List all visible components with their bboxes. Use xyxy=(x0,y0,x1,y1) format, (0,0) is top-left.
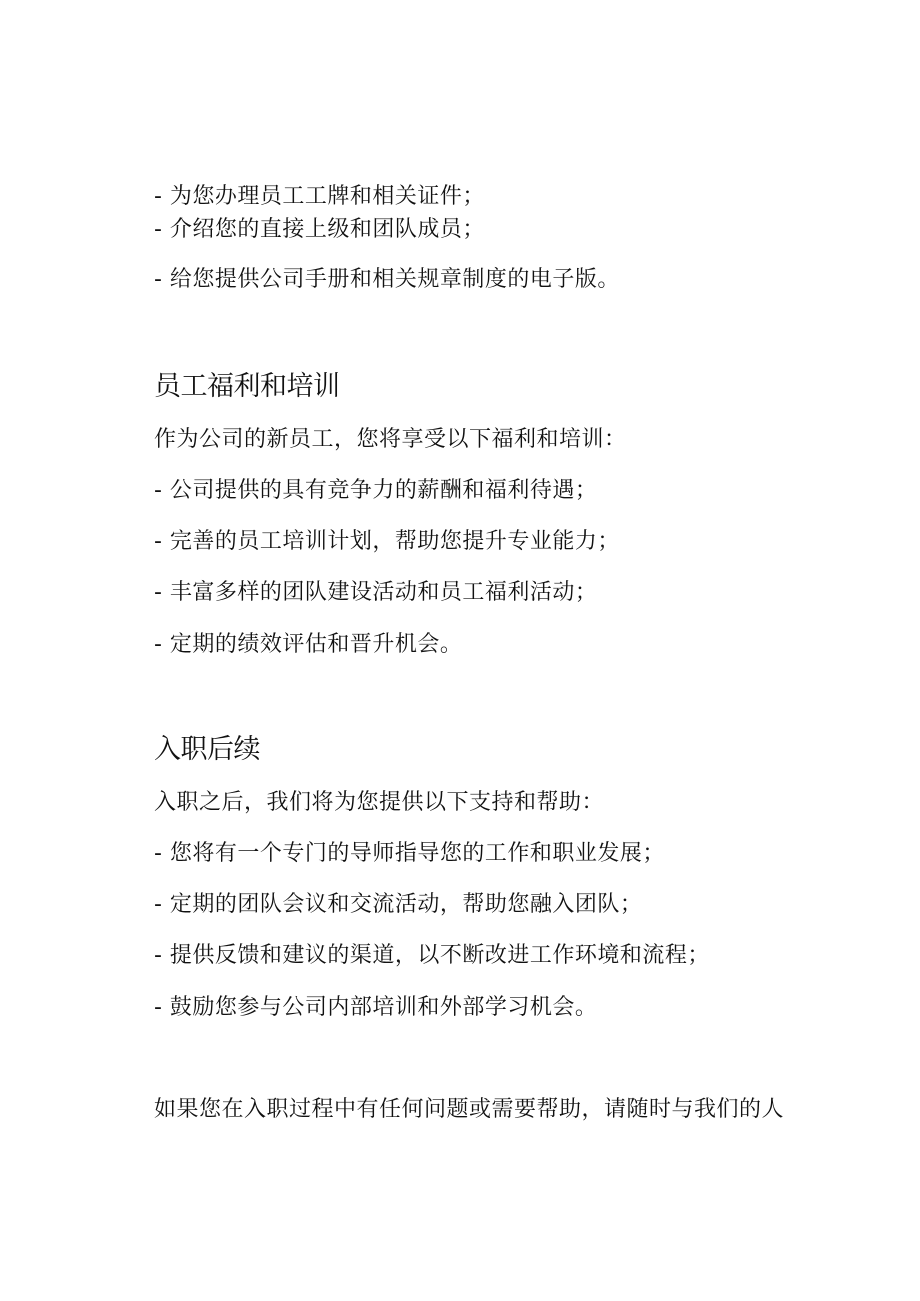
list-item: - 提供反馈和建议的渠道，以不断改进工作环境和流程； xyxy=(154,943,710,968)
list-item: - 公司提供的具有竞争力的薪酬和福利待遇； xyxy=(154,478,598,503)
list-item: - 介绍您的直接上级和团队成员； xyxy=(154,217,485,242)
section-heading-followup: 入职后续 xyxy=(154,734,260,765)
list-item: - 鼓励您参与公司内部培训和外部学习机会。 xyxy=(154,995,598,1020)
section-intro: 作为公司的新员工，您将享受以下福利和培训： xyxy=(154,427,627,452)
section-intro: 入职之后，我们将为您提供以下支持和帮助： xyxy=(154,790,605,815)
list-item: - 定期的团队会议和交流活动，帮助您融入团队； xyxy=(154,892,643,917)
list-item: - 为您办理员工工牌和相关证件； xyxy=(154,184,485,209)
list-item: - 丰富多样的团队建设活动和员工福利活动； xyxy=(154,580,598,605)
closing-paragraph: 如果您在入职过程中有任何问题或需要帮助，请随时与我们的人 xyxy=(154,1097,785,1122)
list-item: - 给您提供公司手册和相关规章制度的电子版。 xyxy=(154,267,620,292)
list-item: - 完善的员工培训计划，帮助您提升专业能力； xyxy=(154,529,620,554)
list-item: - 您将有一个专门的导师指导您的工作和职业发展； xyxy=(154,841,665,866)
section-heading-benefits: 员工福利和培训 xyxy=(154,371,340,402)
list-item: - 定期的绩效评估和晋升机会。 xyxy=(154,632,463,657)
